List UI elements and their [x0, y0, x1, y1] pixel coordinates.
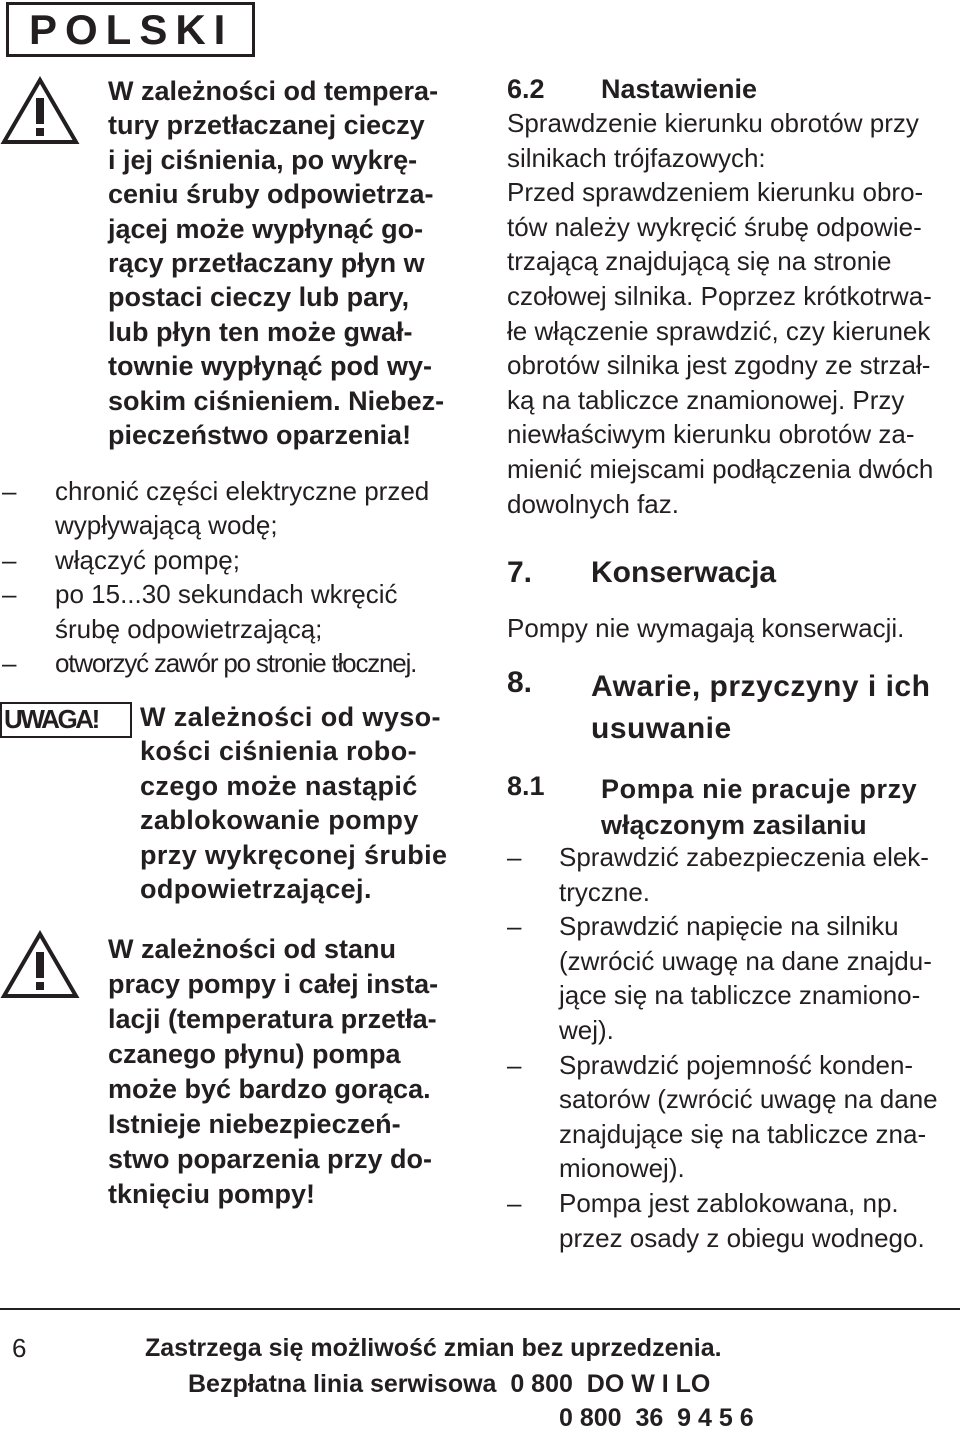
section-8-1-title: Pompa nie pracuje przy włączonym zasilaniu	[601, 774, 918, 840]
section-8-title: Awarie, przyczyny i ich usuwanie	[591, 670, 931, 745]
list-item: – Sprawdzić pojemność konden- satorów (zwrócić uwagę na dane znajdujące się na tabliczce zna- mionowej).	[507, 1049, 938, 1184]
uwaga-text: W zależności od wyso- kości ciśnienia robo- czego może nastąpić zablokowanie pompy przy wykręconej śrubie odpowietrzającej.	[140, 702, 448, 905]
warning-triangle-icon	[0, 930, 80, 1000]
list-item: – chronić części elektryczne przed wypływającą wodę;	[2, 476, 430, 541]
footer-disclaimer: Zastrzega się możliwość zmian bez uprzedzenia.	[145, 1334, 722, 1362]
footer-divider	[0, 1308, 960, 1310]
warning-text-1: W zależności od tempera- tury przetłaczanej cieczy i jej ciśnienia, po wykrę- ceniu śruby odpowietrza- jącej może wypłynąć go- rący przetłaczany płyn w postaci cieczy lub pary, lub płyn ten może gwał- townie wypłynąć pod wy- sokim ciśnieniem. Niebez- pieczeństwo oparzenia!	[108, 76, 445, 451]
warning-triangle-icon	[0, 76, 80, 146]
section-7-title: Konserwacja	[591, 556, 777, 589]
list-item: – Sprawdzić napięcie na silniku (zwrócić uwagę na dane znajdu- jące się na tabliczce znamiono- wej).	[507, 911, 932, 1045]
section-7-body: Pompy nie wymagają konserwacji.	[507, 613, 905, 643]
language-title: POLSKI	[6, 2, 255, 57]
section-7-number: 7.	[507, 556, 533, 589]
page-number: 6	[12, 1333, 27, 1363]
warning-text-2: W zależności od stanu pracy pompy i całej insta- lacji (temperatura przetła- czanego płynu) pompa może być bardzo gorąca. Istnieje niebezpieczeń- stwo poparzenia przy do- tknięciu pompy!	[108, 934, 439, 1209]
checks-list	[507, 840, 957, 1255]
section-6-2-body: Sprawdzenie kierunku obrotów przy silnikach trójfazowych: Przed sprawdzeniem kierunku obro- tów należy wykręcić śrubę odpowie- trzającą znajdującą się na stronie czołowej silnika. Poprzez krótkotrwa- łe włączenie sprawdzić, czy kierunek obrotów silnika jest zgodny ze strzał- ką na tabliczce znamionowej. Przy niewłaściwym kierunku obrotów za- mienić miejscami podłączenia dwóch dowolnych faz.	[507, 108, 934, 519]
footer-phone-number: 0 800 36 9 4 5 6	[559, 1404, 754, 1432]
section-8-number: 8.	[507, 666, 533, 699]
section-6-2-number: 6.2	[507, 74, 545, 104]
section-8-1-number: 8.1	[507, 771, 545, 801]
uwaga-badge: UWAGA!	[0, 702, 132, 738]
list-item: – otworzyć zawór po stronie tłocznej.	[2, 648, 417, 679]
list-item: – włączyć pompę;	[2, 544, 240, 575]
footer-service-line: Bezpłatna linia serwisowa 0 800 DO W I LO	[188, 1370, 711, 1398]
venting-steps-list	[0, 474, 460, 680]
list-item: – Sprawdzić zabezpieczenia elek- tryczne.	[507, 842, 929, 907]
list-item: – po 15...30 sekundach wkręcić śrubę odpowietrzającą;	[2, 579, 398, 644]
list-item: – Pompa jest zablokowana, np. przez osady z obiegu wodnego.	[507, 1187, 925, 1253]
section-6-2-title: Nastawienie	[601, 74, 758, 104]
